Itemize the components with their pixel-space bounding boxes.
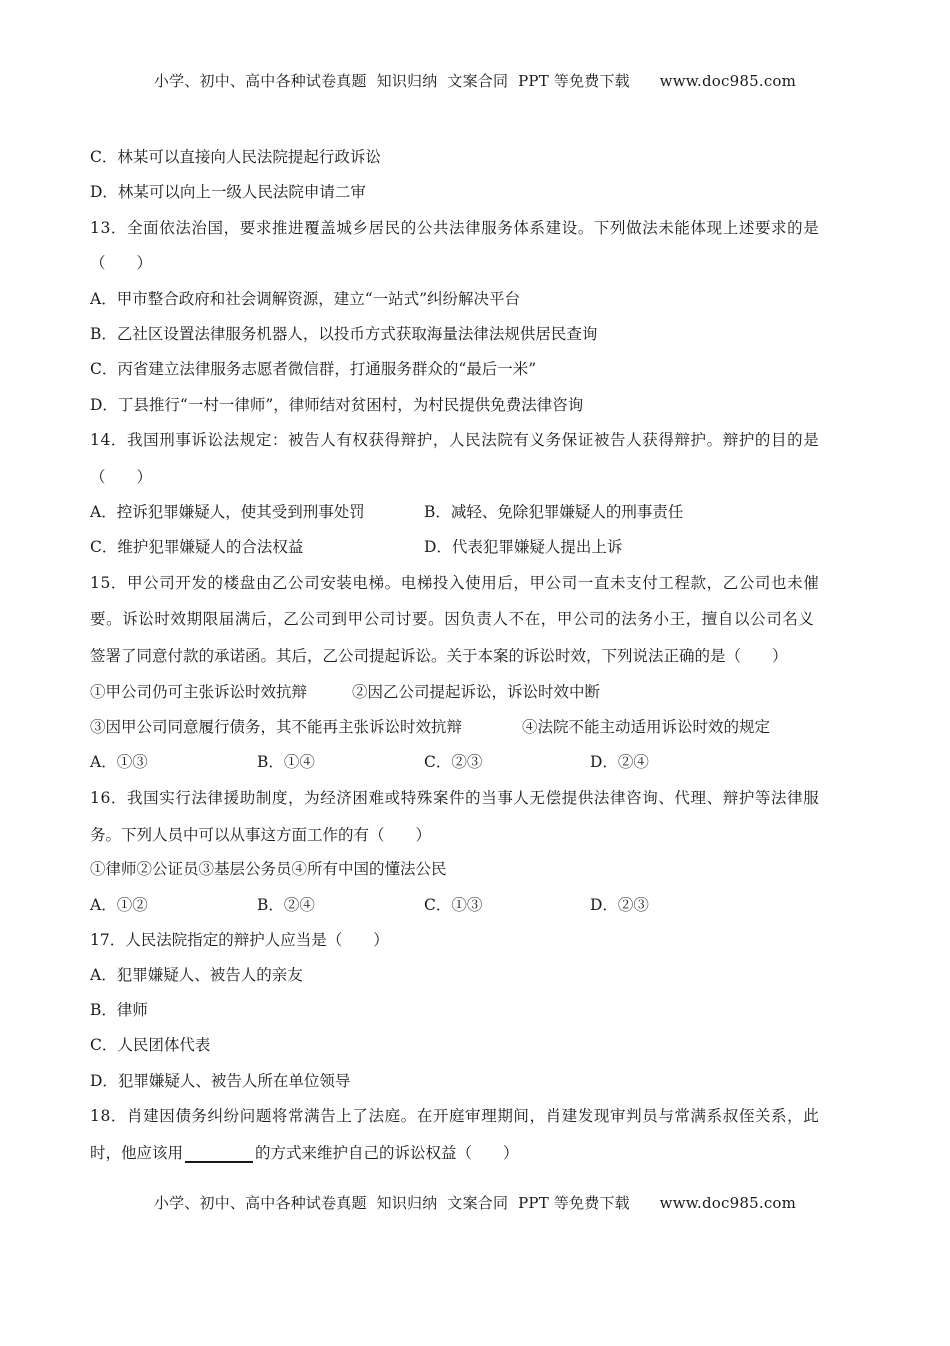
q16-option-c: C．①③ bbox=[424, 896, 483, 914]
q18-stem-part1: 时，他应该用 bbox=[90, 1144, 184, 1162]
q13-paren: （ ） bbox=[90, 254, 153, 272]
q15-stem-line2: 要。诉讼时效期限届满后，乙公司到甲公司讨要。因负责人不在，甲公司的法务小王，擅自以公司名义 bbox=[90, 610, 815, 628]
q14-stem: 14．我国刑事诉讼法规定：被告人有权获得辩护，人民法院有义务保证被告人获得辩护。辩护的目的是 bbox=[90, 431, 820, 449]
q16-stem-line2: 务。下列人员中可以从事这方面工作的有（ ） bbox=[90, 826, 432, 844]
page-header: 小学、初中、高中各种试卷真题 知识归纳 文案合同 PPT 等免费下载 www.doc985.com bbox=[153, 72, 797, 90]
q14-paren: （ ） bbox=[90, 468, 153, 486]
q14-option-c: C．维护犯罪嫌疑人的合法权益 bbox=[90, 538, 304, 556]
q18-stem-line1: 18．肖建因债务纠纷问题将常满告上了法庭。在开庭审理期间，肖建发现审判员与常满系叔侄关系，此 bbox=[90, 1107, 820, 1125]
q14-option-a: A．控诉犯罪嫌疑人，使其受到刑事处罚 bbox=[90, 503, 365, 521]
q18-stem-part2: 的方式来维护自己的诉讼权益（ ） bbox=[255, 1144, 519, 1162]
fill-in-blank bbox=[185, 1143, 253, 1163]
q17-option-a: A．犯罪嫌疑人、被告人的亲友 bbox=[90, 966, 303, 984]
q14-option-d: D．代表犯罪嫌疑人提出上诉 bbox=[424, 538, 623, 556]
q13-option-a: A．甲市整合政府和社会调解资源，建立“一站式”纠纷解决平台 bbox=[90, 290, 521, 308]
q15-statement-2: ②因乙公司提起诉讼，诉讼时效中断 bbox=[352, 683, 601, 701]
q12-option-c: C．林某可以直接向人民法院提起行政诉讼 bbox=[90, 148, 381, 166]
q15-option-d: D．②④ bbox=[590, 753, 649, 771]
q13-option-d: D．丁县推行“一村一律师”，律师结对贫困村，为村民提供免费法律咨询 bbox=[90, 396, 584, 414]
q16-items: ①律师②公证员③基层公务员④所有中国的懂法公民 bbox=[90, 860, 447, 878]
q16-option-d: D．②③ bbox=[590, 896, 649, 914]
q15-option-b: B．①④ bbox=[257, 753, 315, 771]
q16-stem-line1: 16．我国实行法律援助制度，为经济困难或特殊案件的当事人无偿提供法律咨询、代理、辩护等法律服 bbox=[90, 789, 820, 807]
q14-option-b: B．减轻、免除犯罪嫌疑人的刑事责任 bbox=[424, 503, 684, 521]
q16-option-b: B．②④ bbox=[257, 896, 315, 914]
q18-stem-line2 bbox=[90, 1143, 519, 1163]
q15-option-c: C．②③ bbox=[424, 753, 483, 771]
q15-statement-3: ③因甲公司同意履行债务，其不能再主张诉讼时效抗辩 bbox=[90, 718, 463, 736]
q13-stem: 13．全面依法治国，要求推进覆盖城乡居民的公共法律服务体系建设。下列做法未能体现上述要求的是 bbox=[90, 219, 820, 237]
q16-option-a: A．①② bbox=[90, 896, 148, 914]
q15-statement-1: ①甲公司仍可主张诉讼时效抗辩 bbox=[90, 683, 308, 701]
q12-option-d: D．林某可以向上一级人民法院申请二审 bbox=[90, 183, 366, 201]
q13-option-b: B．乙社区设置法律服务机器人，以投币方式获取海量法律法规供居民查询 bbox=[90, 325, 598, 343]
q17-option-c: C．人民团体代表 bbox=[90, 1036, 211, 1054]
q15-stem-line3: 签署了同意付款的承诺函。其后，乙公司提起诉讼。关于本案的诉讼时效，下列说法正确的是（ ） bbox=[90, 647, 788, 665]
page-footer: 小学、初中、高中各种试卷真题 知识归纳 文案合同 PPT 等免费下载 www.doc985.com bbox=[153, 1194, 797, 1212]
q15-statement-4: ④法院不能主动适用诉讼时效的规定 bbox=[522, 718, 771, 736]
q15-option-a: A．①③ bbox=[90, 753, 148, 771]
q13-option-c: C．丙省建立法律服务志愿者微信群，打通服务群众的“最后一米” bbox=[90, 360, 537, 378]
q17-option-d: D．犯罪嫌疑人、被告人所在单位领导 bbox=[90, 1072, 351, 1090]
q15-stem-line1: 15．甲公司开发的楼盘由乙公司安装电梯。电梯投入使用后，甲公司一直未支付工程款，乙公司也未催 bbox=[90, 574, 820, 592]
q17-stem: 17．人民法院指定的辩护人应当是（ ） bbox=[90, 931, 389, 949]
q17-option-b: B．律师 bbox=[90, 1001, 148, 1019]
